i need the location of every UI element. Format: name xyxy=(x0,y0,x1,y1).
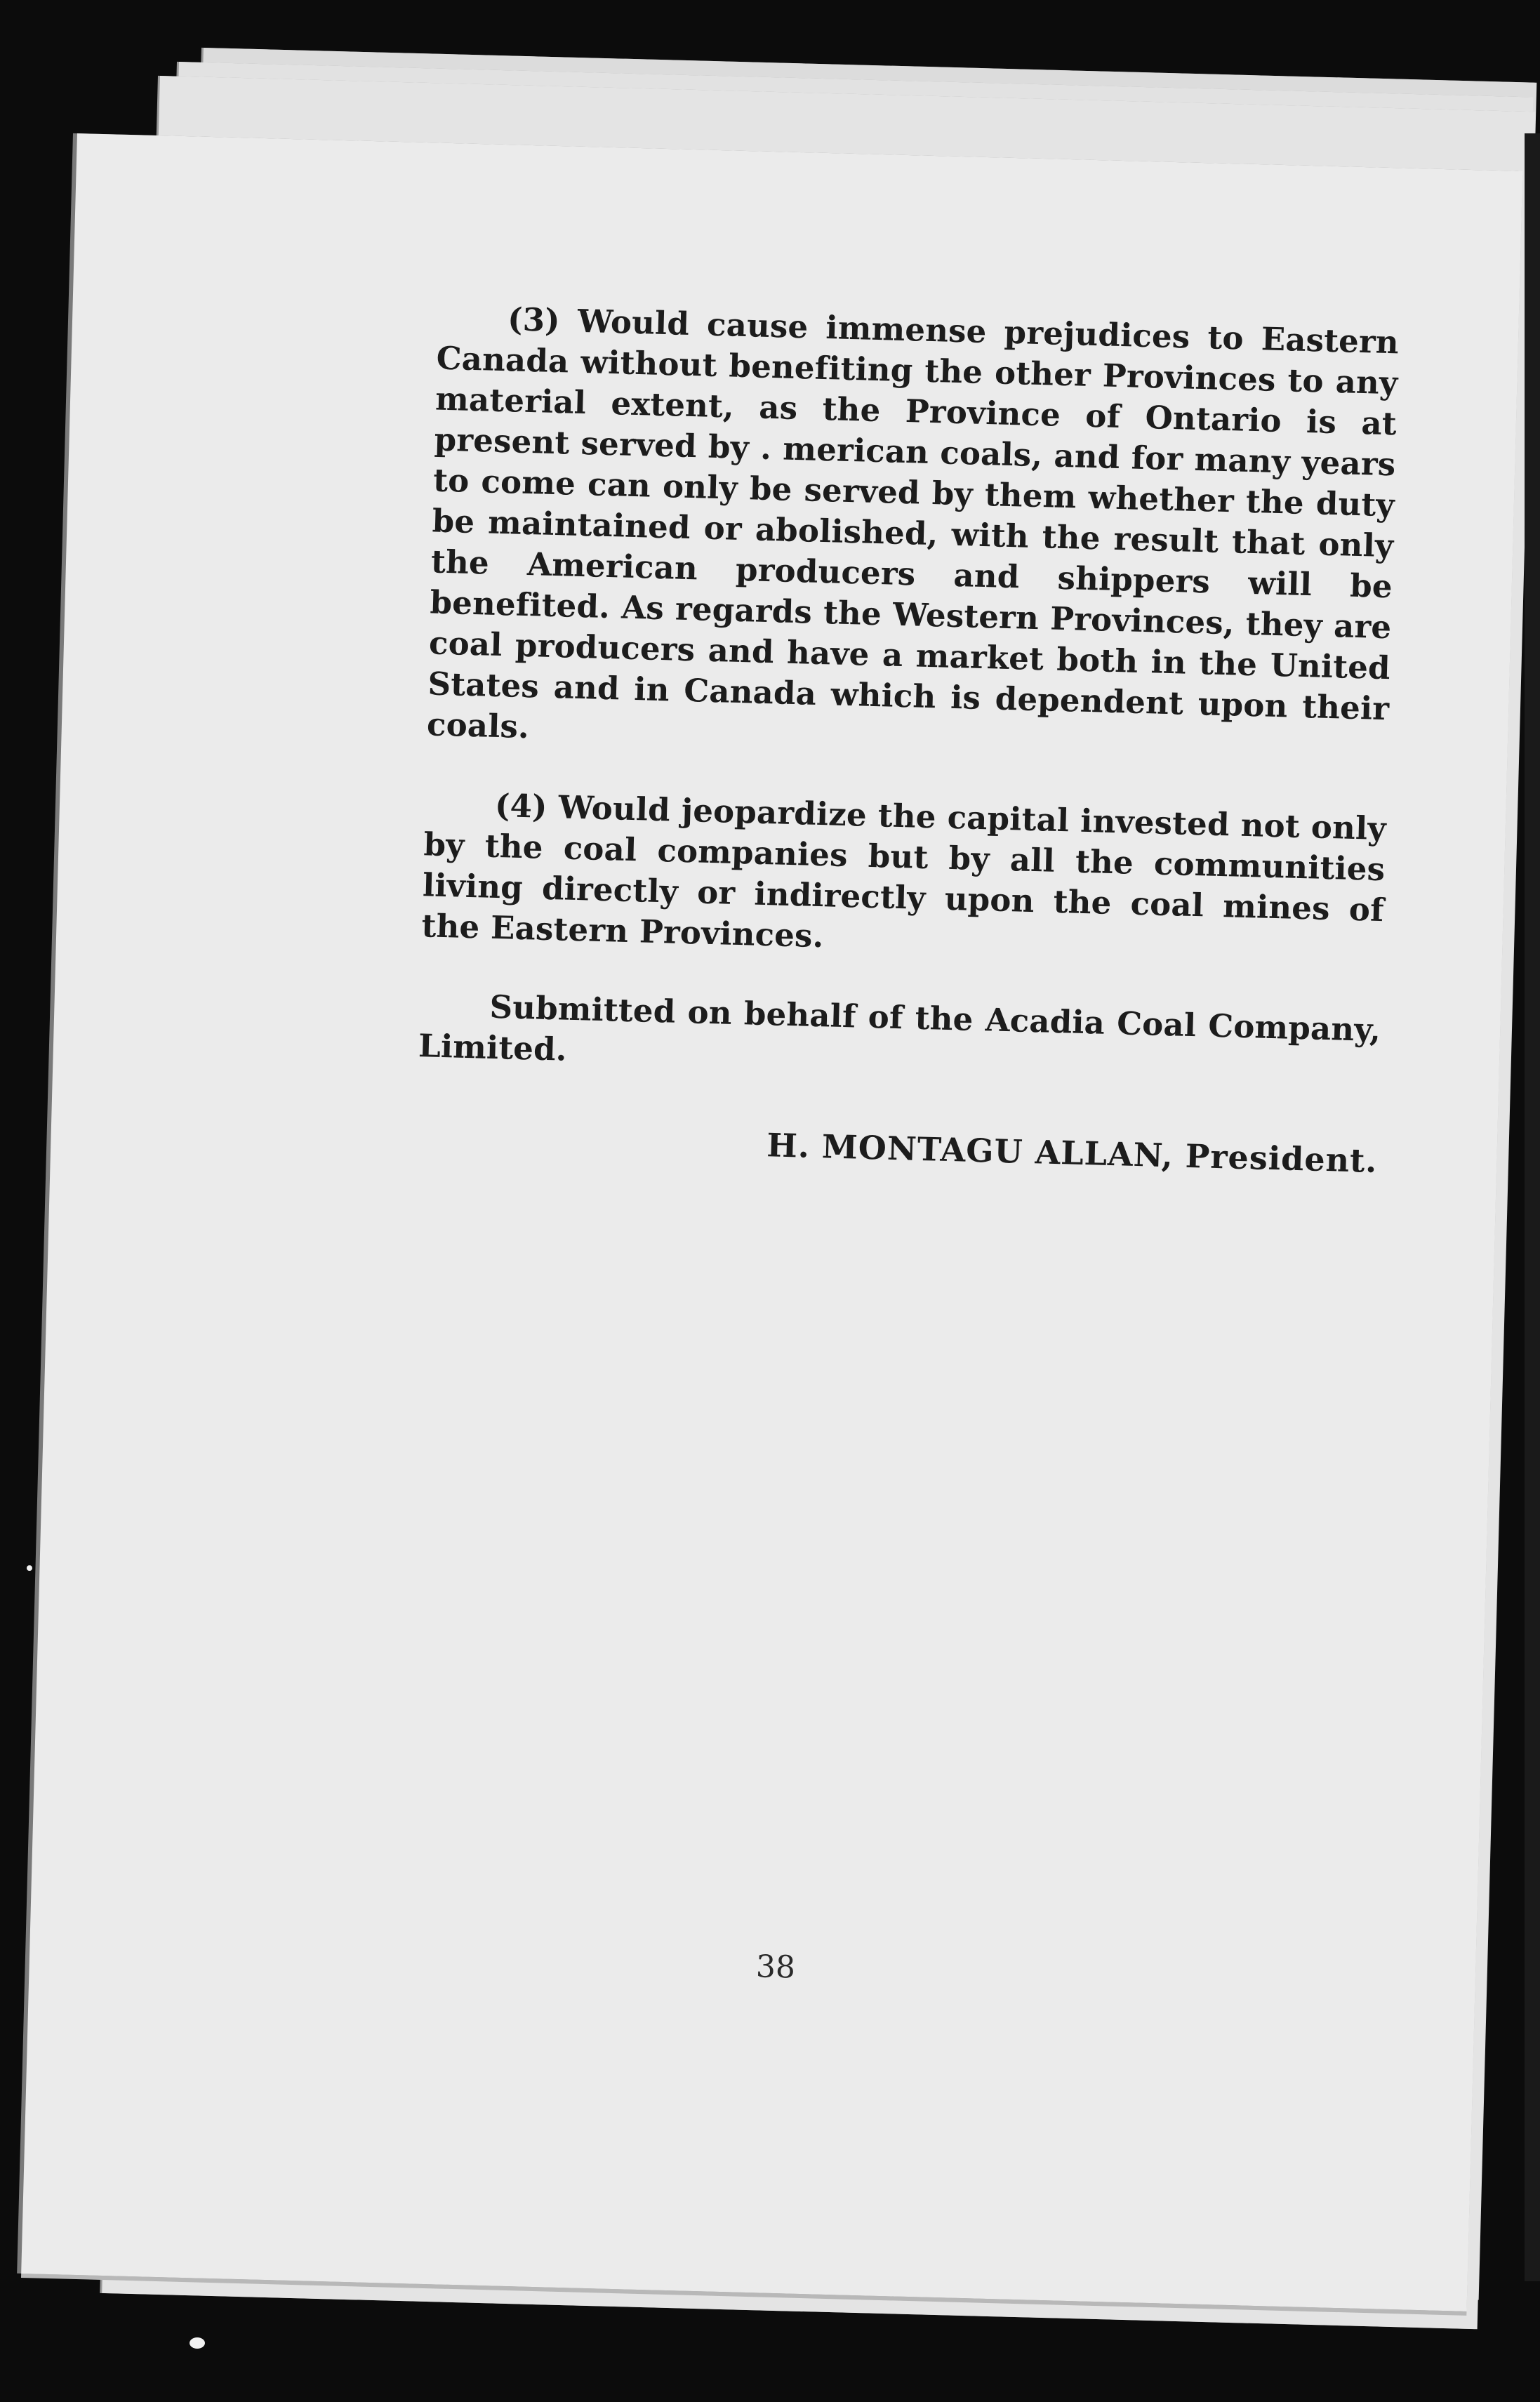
paragraph-4: (4) Would jeopardize the capital invested not only by the coal companies but by all the communities living directly or indirectly upon the coal mines of the Eastern Provinces. xyxy=(420,786,1387,955)
submission-statement: Submitted on behalf of the Acadia Coal Company, Limited. xyxy=(418,988,1381,1068)
signature: H. MONTAGU ALLAN, President. xyxy=(766,1126,1379,1180)
text-block xyxy=(416,298,1400,1181)
scan-speck xyxy=(190,2337,205,2349)
page-number: 38 xyxy=(755,1949,796,1986)
scan-speck xyxy=(27,1565,32,1571)
scan-edge xyxy=(1525,133,1540,2281)
paragraph-3: (3) Would cause immense prejudices to Eastern Canada without benefiting the other Provinces to any material extent, as the Province of Ontario is at present served by . merican coals, and for many years to come can only be served by them whether the duty be maintained or abolished, with the result that only the American producers and shippers will be benefited. As regards the Western Provinces, they are coal producers and have a market both in the United States and in Canada which is dependent upon their coals. xyxy=(426,300,1400,746)
document-page xyxy=(21,133,1522,2311)
